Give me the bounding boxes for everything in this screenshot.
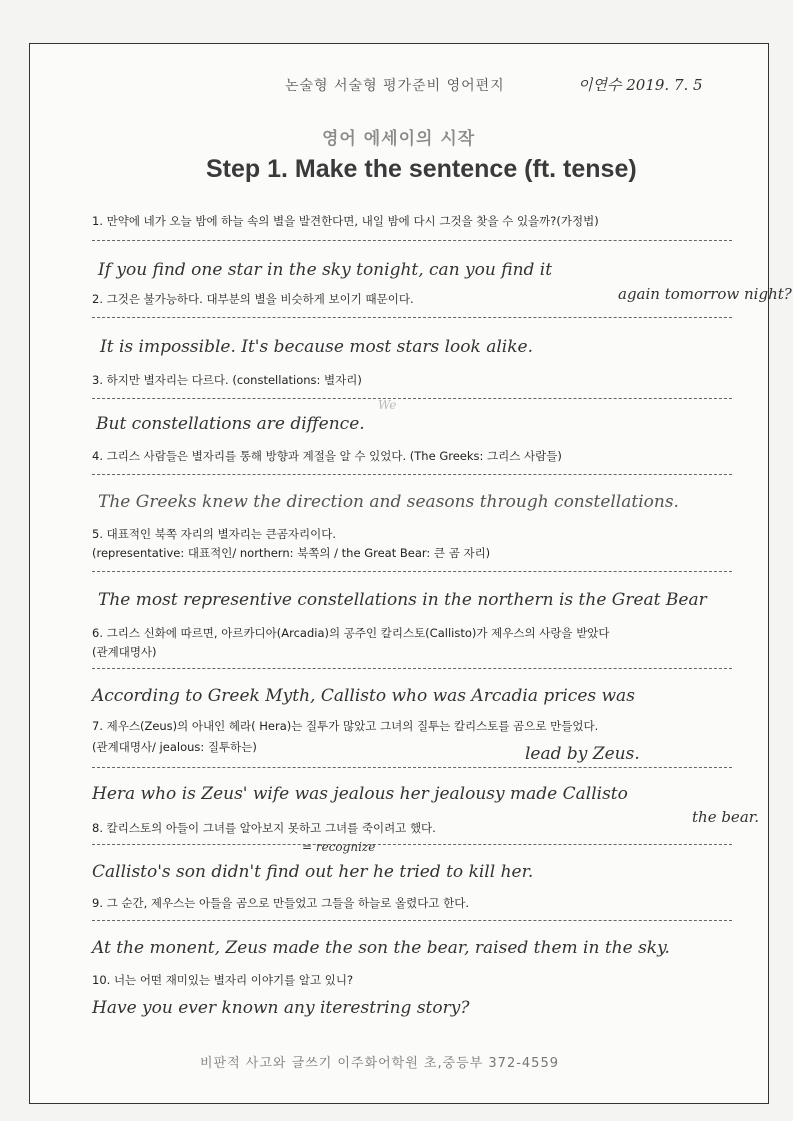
answer-2: It is impossible. It's because most stars look alike. [100, 337, 533, 357]
divider [92, 474, 732, 475]
divider [92, 767, 732, 768]
question-1: 1. 만약에 네가 오늘 밤에 하늘 속의 별을 발견한다면, 내일 밤에 다시 그것을 찾을 수 있을까?(가정법) [92, 214, 599, 228]
divider [92, 844, 732, 845]
answer-5: The most representive constellations in the northern is the Great Bear [98, 590, 707, 610]
answer-1: If you find one star in the sky tonight, can you find it [98, 260, 553, 280]
question-3: 3. 하지만 별자리는 다르다. (constellations: 별자리) [92, 373, 362, 387]
answer-7-continued: the bear. [692, 808, 760, 826]
divider [92, 571, 732, 572]
answer-6-continued: lead by Zeus. [525, 744, 640, 764]
question-5-hint: (representative: 대표적인/ northern: 북쪽의 / the Great Bear: 큰 곰 자리) [92, 546, 491, 560]
divider [92, 920, 732, 921]
question-9: 9. 그 순간, 제우스는 아들을 곰으로 만들었고 그들을 하늘로 올렸다고 한다. [92, 896, 469, 910]
answer-8: Callisto's son didn't find out her he tried to kill her. [92, 862, 534, 882]
student-name-date: 이연수 2019. 7. 5 [578, 76, 703, 94]
answer-8-note: = recognize [302, 840, 376, 854]
answer-7: Hera who is Zeus' wife was jealous her jealousy made Callisto [92, 784, 628, 804]
divider [92, 668, 732, 669]
worksheet-header: 논술형 서술형 평가준비 영어편지 [285, 78, 505, 94]
question-7: 7. 제우스(Zeus)의 아내인 헤라( Hera)는 질투가 많았고 그녀의 질투는 칼리스토를 곰으로 만들었다. [92, 719, 599, 733]
answer-3: But constellations are diffence. [96, 414, 365, 434]
answer-6: According to Greek Myth, Callisto who was Arcadia prices was [92, 686, 635, 706]
page-footer: 비판적 사고와 글쓰기 이주화어학원 초,중등부 372-4559 [200, 1056, 559, 1071]
page-title: Step 1. Make the sentence (ft. tense) [206, 155, 637, 183]
divider [92, 398, 732, 399]
answer-1-continued: again tomorrow night? [618, 285, 792, 303]
question-2: 2. 그것은 불가능하다. 대부분의 별을 비슷하게 보이기 때문이다. [92, 292, 414, 306]
question-7-hint: (관계대명사/ jealous: 질투하는) [92, 740, 257, 754]
answer-9: At the monent, Zeus made the son the bear, raised them in the sky. [92, 938, 670, 958]
answer-10: Have you ever known any iterestring story? [92, 998, 470, 1018]
divider [92, 317, 732, 318]
answer-3-note: We [378, 398, 397, 412]
question-6: 6. 그리스 신화에 따르면, 아르카디아(Arcadia)의 공주인 칼리스토(Callisto)가 제우스의 사랑을 받았다 [92, 626, 610, 640]
page-subtitle: 영어 에세이의 시작 [322, 129, 476, 149]
question-5: 5. 대표적인 북쪽 자리의 별자리는 큰곰자리이다. [92, 527, 336, 541]
question-10: 10. 너는 어떤 재미있는 별자리 이야기를 알고 있니? [92, 973, 354, 987]
question-6-hint: (관계대명사) [92, 645, 157, 659]
divider [92, 240, 732, 241]
question-8: 8. 칼리스토의 아들이 그녀를 알아보지 못하고 그녀를 죽이려고 했다. [92, 821, 436, 835]
answer-4: The Greeks knew the direction and seasons through constellations. [98, 492, 679, 512]
question-4: 4. 그리스 사람들은 별자리를 통해 방향과 계절을 알 수 있었다. (The Greeks: 그리스 사람들) [92, 449, 562, 463]
